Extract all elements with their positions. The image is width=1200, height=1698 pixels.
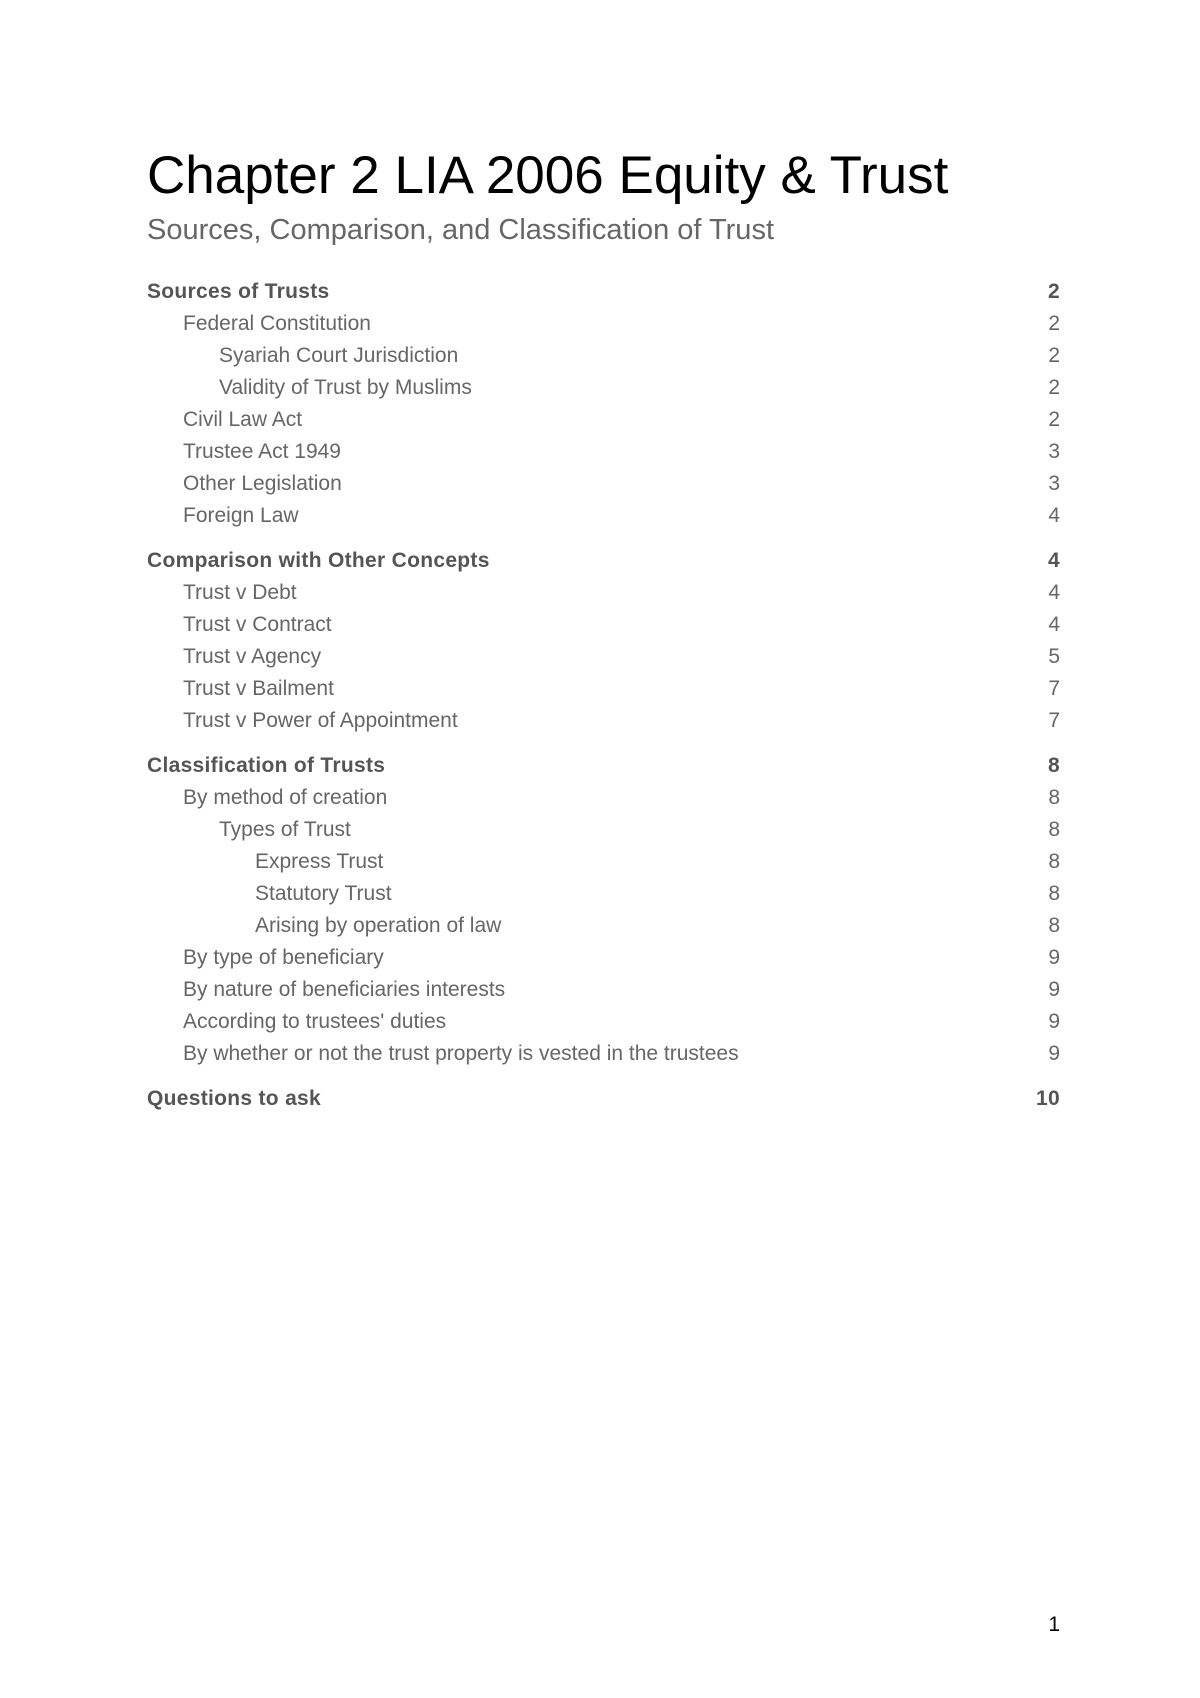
toc-entry-page: 2 <box>1048 344 1060 367</box>
page-number: 1 <box>1048 1613 1060 1636</box>
toc-entry[interactable] <box>147 641 1060 673</box>
toc-entry[interactable] <box>147 468 1060 500</box>
toc-entry-label: Trustee Act 1949 <box>183 440 341 463</box>
toc-entry[interactable] <box>147 1083 1060 1115</box>
toc-entry-label: According to trustees' duties <box>183 1010 447 1033</box>
toc-entry-label: Trust v Debt <box>183 581 297 604</box>
toc-entry-label: By whether or not the trust property is vested in the trustees <box>183 1042 739 1065</box>
toc-entry-page: 9 <box>1048 978 1060 1001</box>
document-subtitle: Sources, Comparison, and Classification of Trust <box>147 214 774 246</box>
table-of-contents <box>147 276 1060 1115</box>
toc-entry-label: Validity of Trust by Muslims <box>219 376 472 399</box>
toc-entry[interactable] <box>147 609 1060 641</box>
toc-entry-label: By method of creation <box>183 786 388 809</box>
toc-entry-page: 3 <box>1048 472 1060 495</box>
toc-entry-page: 8 <box>1048 914 1060 937</box>
toc-entry-page: 2 <box>1048 408 1060 431</box>
toc-entry-label: Civil Law Act <box>183 408 303 431</box>
toc-entry-page: 2 <box>1048 376 1060 399</box>
toc-entry-page: 2 <box>1048 312 1060 335</box>
toc-entry[interactable] <box>147 750 1060 782</box>
document-title: Chapter 2 LIA 2006 Equity & Trust <box>147 146 949 205</box>
toc-entry-label: Trust v Bailment <box>183 677 334 700</box>
toc-entry-page: 8 <box>1048 786 1060 809</box>
toc-entry-label: Statutory Trust <box>255 882 392 905</box>
toc-entry[interactable] <box>147 276 1060 308</box>
toc-entry-label: Sources of Trusts <box>147 280 330 303</box>
toc-entry-page: 9 <box>1048 1042 1060 1065</box>
toc-entry-label: Types of Trust <box>219 818 351 841</box>
toc-entry[interactable] <box>147 308 1060 340</box>
toc-entry[interactable] <box>147 404 1060 436</box>
toc-entry[interactable] <box>147 372 1060 404</box>
toc-entry-label: Comparison with Other Concepts <box>147 549 490 572</box>
toc-entry-page: 9 <box>1048 1010 1060 1033</box>
toc-entry[interactable] <box>147 545 1060 577</box>
toc-entry-page: 4 <box>1048 581 1060 604</box>
toc-entry-page: 2 <box>1048 280 1060 303</box>
toc-entry-page: 8 <box>1048 754 1060 777</box>
toc-entry-page: 4 <box>1048 504 1060 527</box>
toc-entry[interactable] <box>147 974 1060 1006</box>
toc-entry-page: 8 <box>1048 818 1060 841</box>
toc-entry-page: 10 <box>1036 1087 1060 1110</box>
toc-entry[interactable] <box>147 942 1060 974</box>
toc-entry-label: Questions to ask <box>147 1087 322 1110</box>
toc-entry-label: Express Trust <box>255 850 384 873</box>
toc-entry-page: 5 <box>1048 645 1060 668</box>
toc-entry[interactable] <box>147 340 1060 372</box>
toc-entry-label: Classification of Trusts <box>147 754 386 777</box>
toc-entry-label: Trust v Power of Appointment <box>183 709 458 732</box>
toc-entry-label: Trust v Contract <box>183 613 332 636</box>
toc-entry-page: 8 <box>1048 882 1060 905</box>
toc-entry-page: 8 <box>1048 850 1060 873</box>
toc-entry-label: Trust v Agency <box>183 645 322 668</box>
toc-entry-label: Foreign Law <box>183 504 299 527</box>
toc-entry[interactable] <box>147 500 1060 532</box>
toc-entry-label: By type of beneficiary <box>183 946 384 969</box>
toc-entry[interactable] <box>147 814 1060 846</box>
toc-entry-page: 4 <box>1048 613 1060 636</box>
toc-entry[interactable] <box>147 878 1060 910</box>
toc-entry-page: 4 <box>1048 549 1060 572</box>
toc-entry-page: 7 <box>1048 677 1060 700</box>
toc-entry-page: 9 <box>1048 946 1060 969</box>
toc-entry-label: Syariah Court Jurisdiction <box>219 344 459 367</box>
toc-entry[interactable] <box>147 705 1060 737</box>
toc-entry-label: Other Legislation <box>183 472 342 495</box>
toc-entry-page: 7 <box>1048 709 1060 732</box>
toc-entry-label: Federal Constitution <box>183 312 371 335</box>
toc-entry[interactable] <box>147 846 1060 878</box>
toc-entry-label: Arising by operation of law <box>255 914 502 937</box>
toc-entry[interactable] <box>147 1038 1060 1070</box>
toc-entry[interactable] <box>147 910 1060 942</box>
toc-entry-label: By nature of beneficiaries interests <box>183 978 506 1001</box>
toc-entry[interactable] <box>147 436 1060 468</box>
toc-entry[interactable] <box>147 577 1060 609</box>
toc-entry-page: 3 <box>1048 440 1060 463</box>
toc-entry[interactable] <box>147 1006 1060 1038</box>
toc-entry[interactable] <box>147 673 1060 705</box>
toc-entry[interactable] <box>147 782 1060 814</box>
